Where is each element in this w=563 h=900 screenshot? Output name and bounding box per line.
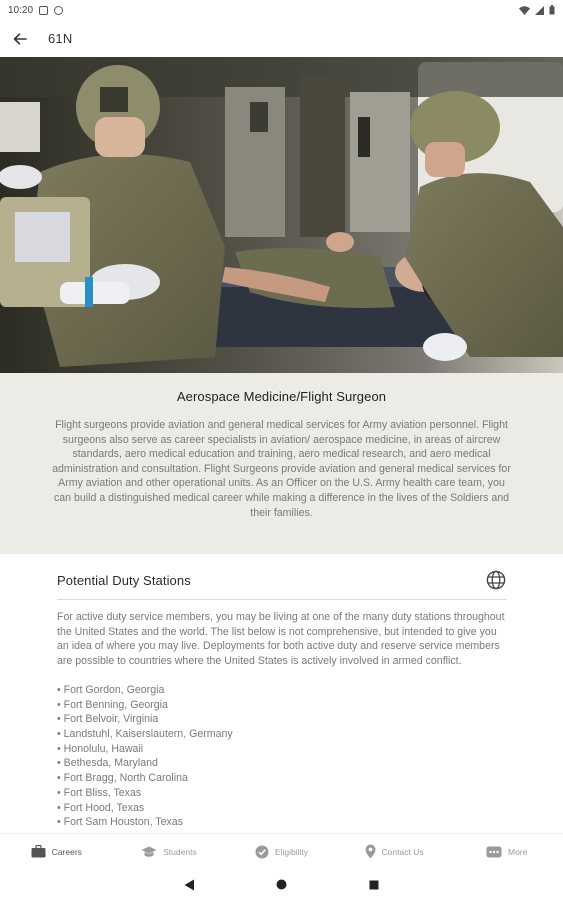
nav-label: Eligibility bbox=[274, 846, 309, 857]
status-bar bbox=[0, 0, 563, 20]
section-header bbox=[57, 569, 507, 600]
list-item: • Fort Bragg, North Carolina bbox=[57, 771, 507, 786]
notification-icon bbox=[39, 6, 48, 15]
nav-label: Students bbox=[163, 846, 197, 857]
duty-stations-description: For active duty service members, you may be living at one of the many duty stations throughout the United States and the world. The list below is not comprehensive, but intended to give you an idea of where you may live. Deployments for both active duty and reserve service members are possible to countries where the United States is actively involved in armed conflict. bbox=[57, 611, 505, 667]
globe-icon bbox=[486, 570, 506, 590]
battery-icon bbox=[549, 5, 555, 15]
section-title: Potential Duty Stations bbox=[57, 572, 191, 588]
system-home-button[interactable] bbox=[275, 878, 289, 892]
nav-item-contact-us[interactable] bbox=[338, 834, 451, 869]
circle-home-icon bbox=[276, 879, 287, 890]
status-time: 10:20 bbox=[8, 4, 34, 16]
more-dots-icon bbox=[486, 846, 502, 858]
sync-icon bbox=[54, 6, 63, 15]
signal-icon bbox=[535, 6, 544, 15]
list-item: • Fort Hood, Texas bbox=[57, 801, 507, 816]
wifi-icon bbox=[519, 6, 530, 15]
globe-button[interactable] bbox=[485, 569, 507, 591]
career-intro bbox=[0, 373, 563, 554]
nav-label: Careers bbox=[51, 846, 82, 857]
list-item: • Honolulu, Hawaii bbox=[57, 742, 507, 757]
list-item: • Fort Gordon, Georgia bbox=[57, 683, 507, 698]
page-title: 61N bbox=[48, 31, 73, 46]
nav-item-careers[interactable] bbox=[0, 834, 113, 869]
duty-stations-section[interactable] bbox=[0, 554, 563, 832]
duty-station-list bbox=[57, 683, 507, 830]
arrow-left-icon bbox=[13, 33, 27, 45]
back-button[interactable] bbox=[9, 28, 31, 50]
briefcase-icon bbox=[31, 845, 46, 858]
list-item: • Landstuhl, Kaiserslautern, Germany bbox=[57, 727, 507, 742]
system-navigation-bar bbox=[0, 869, 563, 900]
nav-label: Contact Us bbox=[381, 846, 424, 857]
career-description: Flight surgeons provide aviation and general medical services for Army aviation personnel. Flight surgeons also serve as career specialists in aviation/ aerospace medicine, in areas of aircrew standards, aero medical education and training, aero medical research, and aero medical administration and consultation. Flight Surgeons provide aviation and general medical services for Army aviation and other operational units. As an Officer on the U.S. Army health care team, you can build a distinguished medical career while making a difference in the lives of the Soldiers and their families. bbox=[52, 419, 511, 519]
career-title: Aerospace Medicine/Flight Surgeon bbox=[176, 389, 387, 404]
list-item: • Fort Sam Houston, Texas bbox=[57, 815, 507, 830]
triangle-back-icon bbox=[184, 879, 195, 891]
nav-item-eligibility[interactable] bbox=[225, 834, 338, 869]
check-circle-icon bbox=[255, 845, 269, 859]
list-item: • Fort Benning, Georgia bbox=[57, 698, 507, 713]
hero-image bbox=[0, 57, 563, 373]
app-bar bbox=[0, 20, 563, 57]
location-pin-icon bbox=[365, 844, 376, 859]
nav-item-students[interactable] bbox=[113, 834, 226, 869]
nav-label: More bbox=[507, 846, 528, 857]
square-recents-icon bbox=[369, 880, 379, 890]
system-recents-button[interactable] bbox=[367, 878, 381, 892]
list-item: • Fort Bliss, Texas bbox=[57, 786, 507, 801]
system-back-button[interactable] bbox=[183, 878, 197, 892]
list-item: • Bethesda, Maryland bbox=[57, 756, 507, 771]
bottom-navigation bbox=[0, 833, 563, 869]
nav-item-more[interactable] bbox=[450, 834, 563, 869]
graduation-cap-icon bbox=[141, 846, 157, 858]
list-item: • Fort Belvoir, Virginia bbox=[57, 712, 507, 727]
